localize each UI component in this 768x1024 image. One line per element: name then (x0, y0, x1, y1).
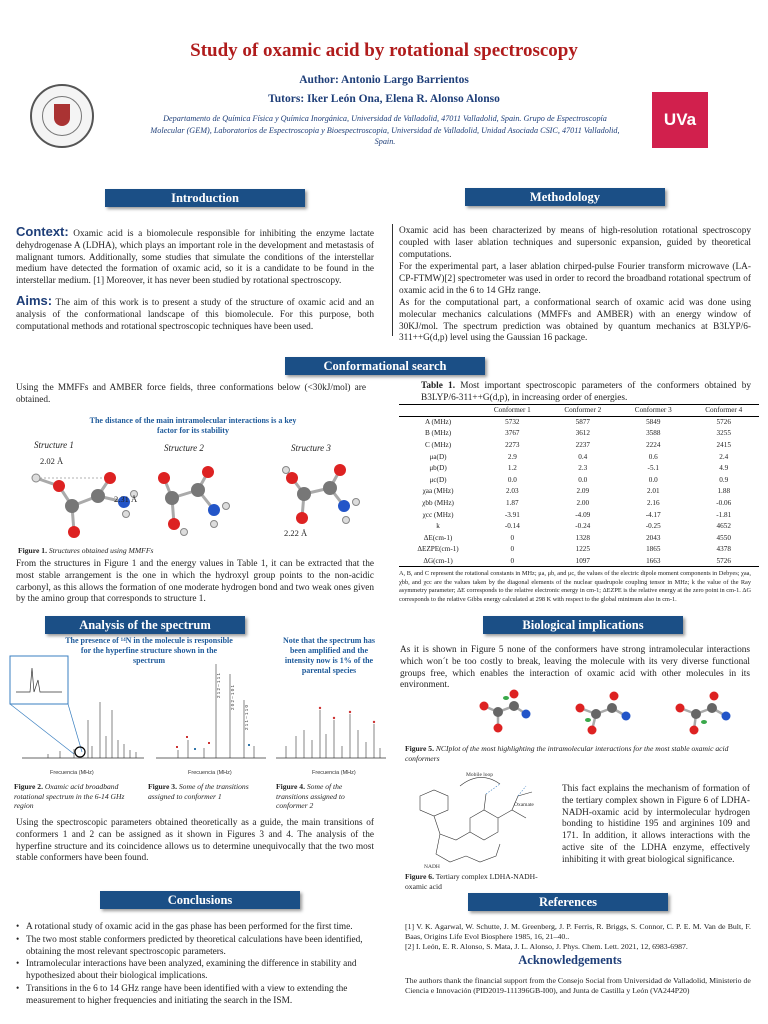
figure6-complex (400, 766, 556, 872)
list-item: • Intramolecular interactions have been analyzed, examining the difference in stability and hypothesized about their biological implications. (14, 959, 374, 983)
table-row (399, 474, 759, 486)
table-cell: -4.17 (645, 510, 661, 519)
fig2-text: Oxamic acid broadband rotational spectrum in the 6-14 GHz region (14, 782, 125, 810)
table-cell: 2273 (505, 441, 520, 450)
distance-note: The distance of the main intramolecular interactions is a key factor for its stability (89, 416, 297, 435)
svg-text:2 1 2 – 1 1 1: 2 1 2 – 1 1 1 (216, 672, 221, 698)
table-row-label: ΔE(cm-1) (423, 533, 453, 542)
uva-logo: UVa (652, 92, 708, 148)
table-cell: -3.91 (504, 510, 520, 519)
conclusions-list (14, 922, 374, 1009)
distance-label-1: 2.02 Å (40, 456, 64, 466)
table-cell: 4378 (716, 545, 731, 554)
biological-header: Biological implications (483, 616, 683, 634)
table-cell: 3255 (716, 429, 731, 438)
figure3-caption (148, 782, 268, 801)
table-cell: 0 (510, 545, 515, 554)
table1-label: Table 1. (421, 381, 456, 391)
svg-text:2 0 2 – 1 0 1: 2 0 2 – 1 0 1 (230, 684, 235, 710)
table1-header-row: Conformer 1 Conformer 2 Conformer 3 Conformer 4 (399, 405, 759, 417)
table-cell: 2.16 (646, 499, 660, 508)
table-cell: 5726 (688, 555, 759, 567)
author-line: Author: Antonio Largo Barrientos (299, 74, 469, 86)
table-cell: 3767 (505, 429, 520, 438)
spectrum-figures (8, 650, 392, 776)
table1-caption (421, 381, 751, 405)
table1 (399, 404, 759, 567)
table-cell: 2.01 (646, 487, 660, 496)
svg-text:2 1 1 – 1 1 0: 2 1 1 – 1 1 0 (244, 704, 249, 730)
table-row (399, 497, 759, 509)
table-row (399, 486, 759, 498)
table-cell: 2415 (716, 441, 731, 450)
figure4-caption (276, 782, 376, 811)
table-cell: -5.1 (647, 464, 659, 473)
list-item: • The two most stable conformers predicted by theoretical calculations have been identified, obtaining the most relevant spectroscopic parameters. (14, 935, 374, 959)
fig6-label: Figure 6. (405, 872, 434, 881)
figure5-caption (405, 744, 753, 763)
fig6-text: Tertiary complex LDHA-NADH-oxamic acid (405, 872, 538, 891)
table-cell: -0.14 (504, 522, 520, 531)
table-cell: 2.9 (507, 452, 517, 461)
reference-2: [2] I. León, E. R. Alonso, S. Mata, J. L. Alonso, J. Phys. Chem. Lett. 2021, 12, 6983-6987. (405, 942, 688, 951)
affiliation: Departamento de Química Física y Química Inorgánica, Universidad de Valladolid, 47011 Valladolid, Spain. Grupo de Espectroscopía Molecular (GEM), Laboratorios de Espectroscopia y Bioespectroscopia, Universidad de Valladolid, Unidad Asociada CSIC, 47011 Valladolid, Spain. (150, 114, 620, 146)
table-cell: 5732 (505, 418, 520, 427)
reference-1: [1] V. K. Agarwal, W. Schutte, J. M. Greenberg, J. P. Ferris, R. Briggs, S. Connor, C. P. E. M. Van de Bult, F. Baas, Origins Life Evol Biosphere 1985, 16, 21–40.. (405, 922, 751, 941)
table-cell: 2.03 (506, 487, 519, 496)
table-cell: 1865 (646, 545, 661, 554)
aims-label: Aims: (16, 293, 53, 308)
table-cell: -0.25 (645, 522, 661, 531)
conclusions-header: Conclusions (100, 891, 300, 909)
table-row-label: A (MHz) (424, 418, 452, 427)
table-cell: 1225 (575, 545, 590, 554)
table-row-label: ΔEZPE(cm-1) (417, 545, 459, 554)
table-cell: 5849 (646, 418, 661, 427)
figure2-spectrum (10, 656, 144, 776)
university-seal-icon (30, 84, 94, 148)
table-row-label: χbb (MHz) (422, 499, 454, 508)
table-row (399, 428, 759, 440)
methodology-p1: Oxamic acid has been characterized by means of high-resolution rotational spectroscopy coupled with laser ablation techniques and supersonic expansion, guided by theoretical computations. (399, 226, 751, 260)
fig1-label: Figure 1. (18, 546, 47, 555)
table-cell: 2237 (575, 441, 590, 450)
context-paragraph (16, 226, 374, 288)
structure1-molecule (32, 472, 138, 538)
table-cell: 2.3 (578, 464, 588, 473)
fig5-label: Figure 5. (405, 744, 434, 753)
table-cell: 1663 (618, 555, 688, 567)
mobile-loop-label: Mobile loop (466, 772, 494, 778)
table-cell: 1.2 (507, 464, 517, 473)
structure2-label: Structure 2 (164, 443, 204, 453)
list-item: • A rotational study of oxamic acid in the gas phase has been performed for the first time. (14, 922, 374, 934)
table-row-label: k (436, 522, 440, 531)
acknowledgements-title: Acknowledgements (518, 953, 622, 967)
table-cell: 1.88 (717, 487, 731, 496)
biological-discussion: As it is shown in Figure 5 none of the conformers have strong intramolecular interactions which won´t be too costly to break, leaving the molecule with its very diverse functional groups free, which enables the interaction of oxamic acid with other molecules in its environment. (400, 645, 750, 691)
fig1-text: Structures obtained using MMFFs (46, 546, 154, 555)
aims-text: The aim of this work is to present a study of the structure of oxamic acid and an analysis of the conformational landscape of this biomolecule. For this purpose, both computational methods and rotational spectroscopic techniques have been used. (16, 298, 374, 332)
conformational-header: Conformational search (285, 357, 485, 375)
table-cell: 1097 (548, 555, 618, 567)
fig4-text: Some of the transitions assigned to conformer 2 (276, 782, 345, 810)
table-row-label: B (MHz) (424, 429, 452, 438)
table-cell: 2.4 (719, 452, 729, 461)
table-cell: 0.4 (578, 452, 588, 461)
table-cell: 0.0 (507, 475, 517, 484)
table-row-label: μb(D) (429, 464, 447, 473)
table-row (399, 555, 759, 567)
table-cell: 0.0 (648, 475, 658, 484)
oxamate-label: Oxamate (514, 802, 534, 808)
structure3-label: Structure 3 (291, 443, 331, 453)
analysis-discussion: Using the spectroscopic parameters obtained theoretically as a guide, the main transitions of conformers 1 and 2 can be assigned as it shown in Figures 3 and 4. The analysis of the hyperfine structure and its coincidence allows us to determine unequivocally that the two most stable conformers have been found. (16, 818, 374, 864)
figure4-spectrum (276, 707, 386, 776)
table-row-label: μc(D) (429, 475, 447, 484)
methodology-p3: As for the computational part, a conformational search of oxamic acid was done using molecular mechanics calculations (MMFFs and AMBER) with an energy window of 30KJ/mol. The spectrum prediction was obtained by quantum mechanics at B3LYP/6-311++G(d,p) level using the Gaussian 16 package. (399, 298, 751, 344)
fig4-xlabel: Frecuencia (MHz) (312, 770, 356, 776)
methodology-p2: For the experimental part, a laser ablation chirped-pulse Fourier transform microwave (LA-CP-FTMW)[2] spectrometer was used in order to record the broadband rotational spectrum of oxamic acid in the 6 to 14 GHz range. (399, 262, 751, 296)
table-row (399, 509, 759, 521)
table-cell: 0.6 (648, 452, 658, 461)
figure6-caption (405, 872, 553, 891)
table-row (399, 532, 759, 544)
figure2-caption (14, 782, 138, 811)
nadh-label: NADH (424, 864, 440, 870)
references-header: References (468, 893, 668, 911)
tutors-line: Tutors: Iker León Ona, Elena R. Alonso Alonso (268, 93, 500, 105)
table-cell: 4.9 (719, 464, 729, 473)
column-divider (392, 224, 393, 336)
table-cell: -1.81 (716, 510, 732, 519)
table-cell: 3612 (575, 429, 590, 438)
conformational-discussion: From the structures in Figure 1 and the energy values in Table 1, it can be extracted that the most stable arrangement is the one in which the hydroxyl group points to the non-acidic carbonyl, as this allows the formation of one moderate hydrogen bond and two weak ones given by the amino group that corresponds to structure 1. (16, 559, 374, 605)
table-cell: 1.87 (506, 499, 519, 508)
table-cell: -0.06 (716, 499, 732, 508)
structure2-molecule (158, 466, 230, 536)
fig4-label: Figure 4. (276, 782, 305, 791)
table-cell: 0 (510, 533, 515, 542)
hyperfine-note: The presence of ¹⁴N in the molecule is responsible for the hyperfine structure shown in the spectrum (65, 636, 233, 665)
table-cell: 5877 (575, 418, 590, 427)
ncplot-conformer3 (676, 692, 731, 735)
conformational-intro: Using the MMFFs and AMBER force fields, three conformations below (<30kJ/mol) are obtained. (16, 383, 366, 405)
fig2-xlabel: Frecuencia (MHz) (50, 770, 94, 776)
table-cell: 0.9 (719, 475, 729, 484)
table1-footnote: A, B, and C represent the rotational constants in MHz; μa, μb, and μc, the values of the electric dipole moment components in Debyes; χaa, χbb, and χcc are the values taken by the diagonal elements of the nuclear quadrupole coupling tensor in MHz; k the value of the Ray asymmetry parameter; ΔE corresponds to the relative electronic energy in cm-1; ΔEZPE is the relative energy at the zero point in cm-1. ΔG corresponds to the relative Gibbs energy calculated at 298 K with respect to the global minimum also in cm-1. (399, 570, 751, 603)
table-cell: 1328 (575, 533, 590, 542)
figure1-caption (18, 546, 368, 556)
table-cell: 5726 (716, 418, 731, 427)
table-row (399, 439, 759, 451)
table-cell: 2.00 (576, 499, 590, 508)
table-cell: 4652 (716, 522, 731, 531)
table-cell: 2043 (646, 533, 661, 542)
poster-title: Study of oxamic acid by rotational spectroscopy (190, 40, 578, 61)
methodology-header: Methodology (465, 188, 665, 206)
figure3-spectrum (156, 664, 266, 776)
table-cell: 2224 (646, 441, 661, 450)
fig2-label: Figure 2. (14, 782, 43, 791)
table1-caption-text: Most important spectroscopic parameters of the conformers obtained by B3LYP/6-311++G(d,p), in increasing order of energies. (421, 381, 751, 403)
table-row (399, 544, 759, 556)
amplified-note: Note that the spectrum has been amplified and the intensity now is 1% of the parental species (283, 636, 375, 675)
acknowledgements-text: The authors thank the financial support from the Consejo Social from Universidad de Valladolid, Ministerio de Ciencia e Innovación (PID2019-111396GB-I00), and Junta de Castilla y León (VA244P20) (405, 976, 751, 995)
context-label: Context: (16, 224, 69, 239)
introduction-header: Introduction (105, 189, 305, 207)
list-item: • Transitions in the 6 to 14 GHz range have been identified with a view to extending the measurement to higher frequencies and initiating the search in the ISM. (14, 984, 374, 1008)
fig3-label: Figure 3. (148, 782, 177, 791)
table-cell: 0 (477, 555, 547, 567)
context-text: Oxamic acid is a biomolecule responsible for inhibiting the enzyme lactate dehydrogenase A (LDHA), which plays an important role in the development and metastasis of malignant tumors. Additionally, some studies that simulate the conditions of the interstellar medium have detected the formation of oxamic acid, so it is a candidate to be found in the interstellar medium. [1] Moreover, it has never been studied by rotational spectroscopy. (16, 229, 374, 287)
table-cell: -0.24 (575, 522, 591, 531)
aims-paragraph (16, 295, 374, 333)
fig3-text: Some of the transitions assigned to conformer 1 (148, 782, 249, 801)
table-row-label: μa(D) (429, 452, 447, 461)
biological-discussion-2: This fact explains the mechanism of formation of the tertiary complex shown in Figure 6 of LDHA-NADH-oxamic acid by intermolecular hydrogen bonding to histidine 195 and arginines 109 and 171. In addition, it allows interactions with the active site of the LDHA enzyme, effectively inhibiting it with great biological significance. (562, 784, 750, 865)
fig5-text: NCIplot of the most highlighting the intramolecular interactions for the most stable oxamic acid conformers (405, 744, 729, 763)
table-cell: 4550 (716, 533, 731, 542)
table-row (399, 416, 759, 428)
distance-label-3: 2.22 Å (284, 528, 308, 538)
table-row-label: χaa (MHz) (422, 487, 454, 496)
table-cell: 3588 (646, 429, 661, 438)
figure1-structures (14, 436, 384, 544)
distance-label-2: 2.31 Å (114, 494, 138, 504)
table-row (399, 451, 759, 463)
structure3-molecule (283, 464, 360, 524)
analysis-header: Analysis of the spectrum (45, 616, 245, 634)
ncplot-conformer1 (480, 690, 531, 733)
figure5-ncplot (470, 688, 750, 740)
table-row (399, 520, 759, 532)
table-row-label: ΔG(cm-1) (399, 555, 477, 567)
ncplot-conformer2 (576, 692, 631, 735)
table-cell: -4.09 (575, 510, 591, 519)
table-cell: 2.09 (576, 487, 590, 496)
table-row-label: χcc (MHz) (422, 510, 454, 519)
structure1-label: Structure 1 (34, 440, 74, 450)
fig3-xlabel: Frecuencia (MHz) (188, 770, 232, 776)
table-cell: 0.0 (578, 475, 588, 484)
table-row (399, 462, 759, 474)
table-row-label: C (MHz) (424, 441, 452, 450)
